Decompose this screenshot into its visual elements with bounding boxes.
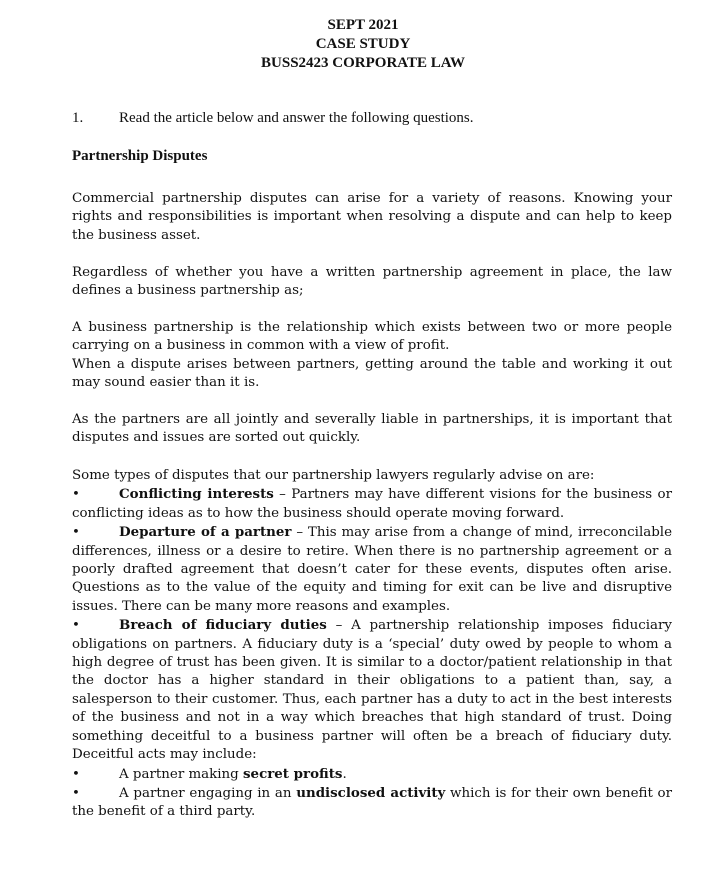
bullet-item-undisclosed-activity xyxy=(72,784,672,822)
dispute-types-section xyxy=(72,467,672,822)
question-text: Read the article below and answer the following questions. xyxy=(119,110,474,126)
bullet-text: – This may arise from a change of mind, irreconcilable differences, illness or a desire to retire. When there is no partnership agreement or a poorly drafted agreement that doesn’t cater for these events, disputes often arise. Questions as to the value of the equity and timing for exit can be live and disruptive issues. There can be many more reasons and examples. xyxy=(72,525,672,614)
paragraph-text: Regardless of whether you have a written partnership agreement in place, the law defines a business partnership as; xyxy=(72,265,672,299)
bullet-icon: • xyxy=(72,618,80,634)
bullet-text: . xyxy=(342,766,347,782)
header-case-study: CASE STUDY xyxy=(315,36,411,52)
bullet-title: Conflicting interests xyxy=(119,486,274,503)
bullet-icon: • xyxy=(72,525,80,541)
paragraph-liability xyxy=(72,411,672,448)
bullet-title: Breach of fiduciary duties xyxy=(119,617,327,634)
bullet-item-secret-profits xyxy=(72,765,672,784)
bullet-icon: • xyxy=(72,785,80,801)
paragraph-definition xyxy=(72,319,672,393)
bullet-icon: • xyxy=(72,487,80,503)
paragraph-law-defines xyxy=(72,264,672,301)
bullet-title: Departure of a partner xyxy=(119,524,292,541)
header-date: SEPT 2021 xyxy=(327,17,399,33)
bullet-title: secret profits xyxy=(243,765,343,782)
paragraph-text: As the partners are all jointly and severally liable in partnerships, it is important that disputes and issues are sorted out quickly. xyxy=(72,412,672,446)
paragraph-intro xyxy=(72,190,672,245)
bullet-item-breach-of-fiduciary-duties xyxy=(72,616,672,764)
paragraph-text: A business partnership is the relationship which exists between two or more people carrying on a business in common with a view of profit. xyxy=(72,320,672,354)
bullet-text: – A partnership relationship imposes fiduciary obligations on partners. A fiduciary duty is a ‘special’ duty owed by people to whom a high degree of trust has been given. It is similar to a doctor/patient relationship in that the doctor has a higher standard in their obligations to a patient than, say, a salesperson to their customer. Thus, each partner has a duty to act in the best interests of the business and not in a way which breaches that high standard of trust. Doing something deceitful to a business partner will often be a breach of fiduciary duty. Deceitful acts may include: xyxy=(72,618,672,763)
paragraph-text: Some types of disputes that our partnership lawyers regularly advise on are: xyxy=(72,468,595,483)
paragraph-text: When a dispute arises between partners, getting around the table and working it out may sound easier than it is. xyxy=(72,356,672,391)
bullet-icon: • xyxy=(72,766,80,782)
question-1 xyxy=(72,110,474,127)
paragraph-text: Commercial partnership disputes can arise for a variety of reasons. Knowing your rights and responsibilities is important when resolving a dispute and can help to keep the business asset. xyxy=(72,191,672,243)
bullet-item-departure-of-partner xyxy=(72,523,672,616)
bullet-pre: A partner making xyxy=(119,766,244,782)
section-title: Partnership Disputes xyxy=(72,148,208,164)
question-number: 1. xyxy=(72,110,84,126)
bullet-pre: A partner engaging in an xyxy=(119,785,297,801)
bullet-text: – Partners may have different visions for the business or conflicting ideas as to how the business should operate moving forward. xyxy=(72,487,672,521)
bullet-title: undisclosed activity xyxy=(296,784,446,801)
bullet-text: which is for their own benefit or the benefit of a third party. xyxy=(72,785,673,820)
header-course: BUSS2423 CORPORATE LAW xyxy=(261,55,465,71)
bullet-item-conflicting-interests xyxy=(72,485,672,523)
